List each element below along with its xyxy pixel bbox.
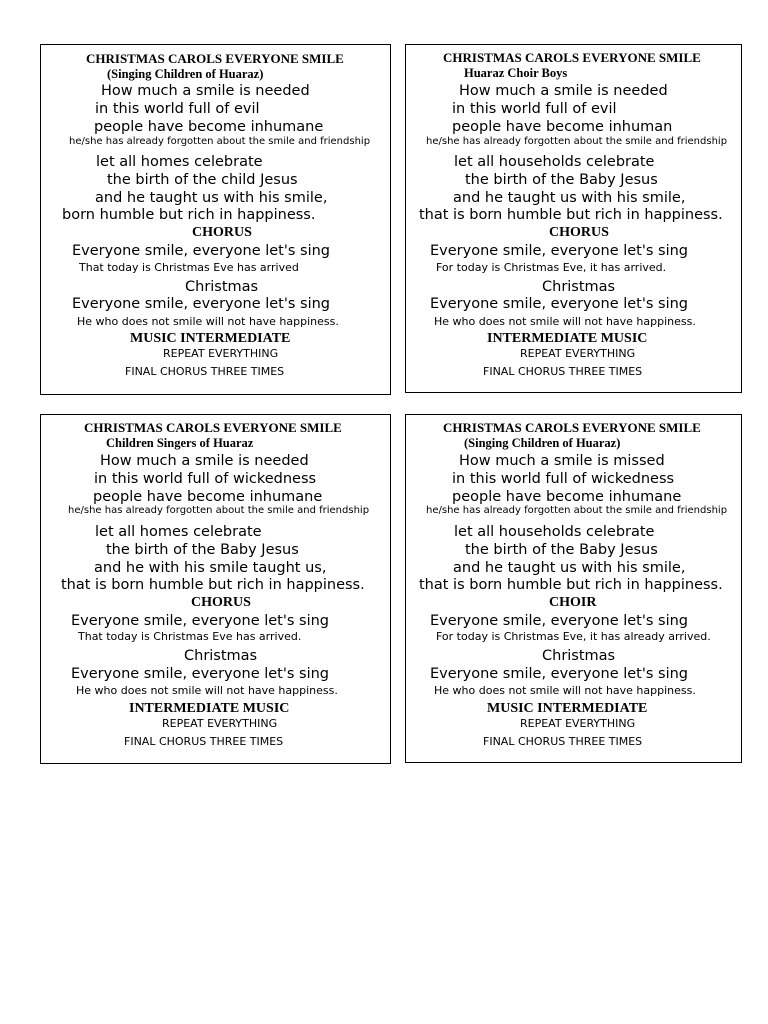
chorus-label: CHORUS: [549, 225, 609, 240]
chorus-line-2: Everyone smile, everyone let's sing: [430, 666, 688, 682]
verse1-line-1: How much a smile is needed: [101, 83, 310, 99]
verse2-line-4: born humble but rich in happiness.: [62, 207, 316, 223]
verse1-line-3: people have become inhuman: [452, 119, 673, 135]
repeat-label: REPEAT EVERYTHING: [162, 717, 278, 730]
verse2-line-2: the birth of the Baby Jesus: [465, 542, 658, 558]
chorus-line-1-sub: For today is Christmas Eve, it has already arrived.: [436, 630, 711, 643]
chorus-line-1-sub: That today is Christmas Eve has arrived: [79, 261, 299, 274]
verse1-line-3: people have become inhumane: [452, 489, 682, 505]
final-chorus-label: FINAL CHORUS THREE TIMES: [483, 735, 643, 748]
music-label: MUSIC INTERMEDIATE: [487, 701, 648, 716]
chorus-line-2: Everyone smile, everyone let's sing: [430, 296, 688, 312]
verse2-line-2: the birth of the Baby Jesus: [106, 542, 299, 558]
verse2-line-3: and he taught us with his smile,: [453, 190, 686, 206]
chorus-line-1-sub: That today is Christmas Eve has arrived.: [78, 630, 302, 643]
verse1-line-1: How much a smile is missed: [459, 453, 665, 469]
christmas-line: Christmas: [184, 648, 258, 664]
verse1-line-3: people have become inhumane: [94, 119, 324, 135]
verse-note: he/she has already forgotten about the smile and friendship: [426, 136, 728, 147]
chorus-label: CHORUS: [191, 595, 251, 610]
card-subtitle: (Singing Children of Huaraz): [464, 436, 621, 450]
verse1-line-2: in this world full of evil: [95, 101, 260, 117]
verse2-line-4: that is born humble but rich in happiness.: [61, 577, 365, 593]
verse2-line-1: let all homes celebrate: [96, 154, 263, 170]
chorus-label: CHORUS: [192, 225, 252, 240]
final-chorus-label: FINAL CHORUS THREE TIMES: [124, 735, 284, 748]
lyric-card-1: [40, 44, 391, 395]
final-chorus-label: FINAL CHORUS THREE TIMES: [483, 365, 643, 378]
chorus-line-2: Everyone smile, everyone let's sing: [71, 666, 329, 682]
verse2-line-3: and he taught us with his smile,: [95, 190, 328, 206]
verse2-line-3: and he with his smile taught us,: [94, 560, 327, 576]
lyric-card-3: [40, 414, 391, 764]
verse2-line-2: the birth of the child Jesus: [107, 172, 298, 188]
card-title: CHRISTMAS CAROLS EVERYONE SMILE: [443, 420, 701, 435]
chorus-line-2-sub: He who does not smile will not have happiness.: [434, 315, 696, 328]
final-chorus-label: FINAL CHORUS THREE TIMES: [125, 365, 285, 378]
verse2-line-4: that is born humble but rich in happiness.: [419, 577, 723, 593]
card-subtitle: Huaraz Choir Boys: [464, 66, 568, 80]
chorus-line-2: Everyone smile, everyone let's sing: [72, 296, 330, 312]
music-label: INTERMEDIATE MUSIC: [487, 331, 648, 346]
verse1-line-1: How much a smile is needed: [459, 83, 668, 99]
music-label: INTERMEDIATE MUSIC: [129, 701, 290, 716]
verse2-line-1: let all homes celebrate: [95, 524, 262, 540]
chorus-label: CHOIR: [549, 595, 597, 610]
verse-note: he/she has already forgotten about the smile and friendship: [68, 505, 370, 516]
card-subtitle: (Singing Children of Huaraz): [107, 67, 264, 81]
christmas-line: Christmas: [185, 279, 259, 295]
verse1-line-3: people have become inhumane: [93, 489, 323, 505]
repeat-label: REPEAT EVERYTHING: [520, 717, 636, 730]
chorus-line-2-sub: He who does not smile will not have happiness.: [434, 684, 696, 697]
verse2-line-4: that is born humble but rich in happiness.: [419, 207, 723, 223]
verse2-line-1: let all households celebrate: [454, 154, 655, 170]
verse2-line-2: the birth of the Baby Jesus: [465, 172, 658, 188]
chorus-line-2-sub: He who does not smile will not have happiness.: [77, 315, 339, 328]
verse1-line-2: in this world full of wickedness: [94, 471, 317, 487]
verse1-line-2: in this world full of wickedness: [452, 471, 675, 487]
chorus-line-1: Everyone smile, everyone let's sing: [71, 613, 329, 629]
repeat-label: REPEAT EVERYTHING: [163, 347, 279, 360]
chorus-line-1: Everyone smile, everyone let's sing: [430, 243, 688, 259]
chorus-line-1: Everyone smile, everyone let's sing: [430, 613, 688, 629]
repeat-label: REPEAT EVERYTHING: [520, 347, 636, 360]
card-title: CHRISTMAS CAROLS EVERYONE SMILE: [86, 51, 344, 66]
verse2-line-1: let all households celebrate: [454, 524, 655, 540]
card-title: CHRISTMAS CAROLS EVERYONE SMILE: [443, 50, 701, 65]
christmas-line: Christmas: [542, 648, 616, 664]
chorus-line-1: Everyone smile, everyone let's sing: [72, 243, 330, 259]
lyric-card-4: [405, 414, 742, 763]
christmas-line: Christmas: [542, 279, 616, 295]
chorus-line-2-sub: He who does not smile will not have happiness.: [76, 684, 338, 697]
lyric-card-2: [405, 44, 742, 393]
verse-note: he/she has already forgotten about the smile and friendship: [426, 505, 728, 516]
verse1-line-2: in this world full of evil: [452, 101, 617, 117]
card-title: CHRISTMAS CAROLS EVERYONE SMILE: [84, 420, 342, 435]
chorus-line-1-sub: For today is Christmas Eve, it has arrived.: [436, 261, 667, 274]
card-subtitle: Children Singers of Huaraz: [106, 436, 254, 450]
verse2-line-3: and he taught us with his smile,: [453, 560, 686, 576]
verse1-line-1: How much a smile is needed: [100, 453, 309, 469]
verse-note: he/she has already forgotten about the smile and friendship: [69, 136, 371, 147]
music-label: MUSIC INTERMEDIATE: [130, 331, 291, 346]
